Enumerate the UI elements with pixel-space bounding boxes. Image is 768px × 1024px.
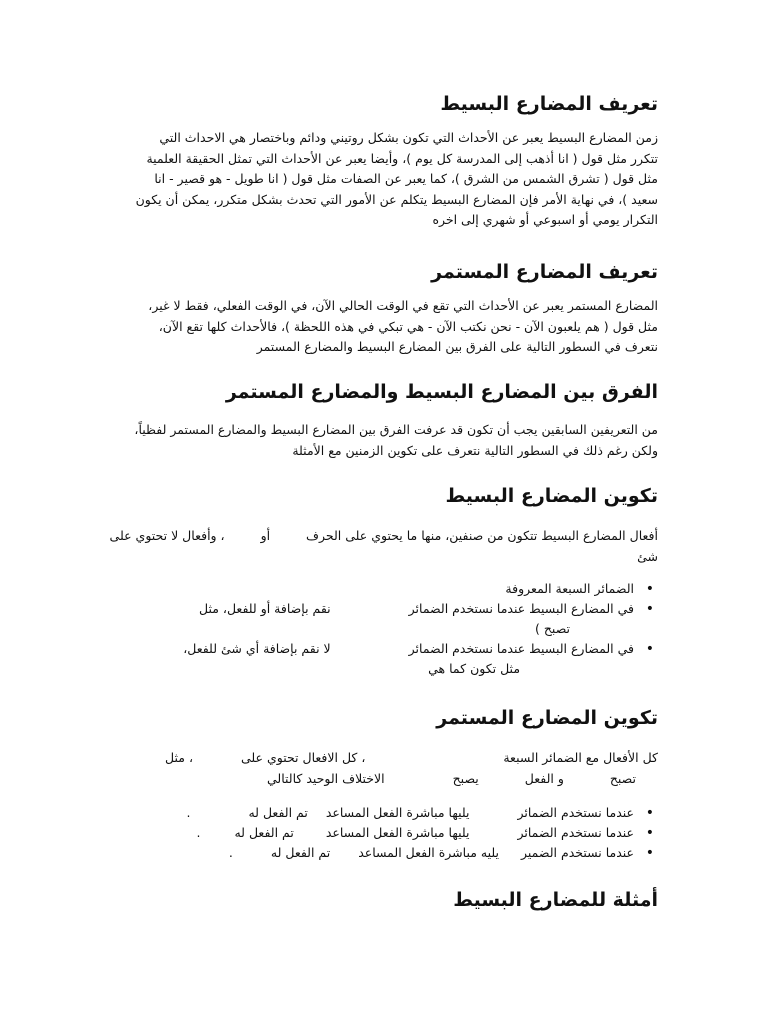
formation-line-1	[105, 748, 658, 769]
section-difference	[105, 378, 658, 461]
formation-text: يصبح	[452, 770, 479, 786]
bullet-list	[105, 579, 658, 679]
intro-text-2: ، وأفعال لا تحتوي على	[109, 528, 225, 543]
formation-text: ، كل الافعال تحتوي على	[240, 750, 366, 765]
bullet-list	[105, 803, 658, 863]
paragraph-line: من التعريفين السابقين يجب أن تكون قد عرفت الفرق بين المضارع البسيط والمضارع المستمر لفظياً،	[134, 422, 658, 437]
formation-text: الاختلاف الوحيد كالتالي	[267, 770, 385, 786]
list-item	[105, 823, 634, 843]
list-item-text: يليه مباشرة الفعل المساعد	[358, 845, 499, 860]
paragraph-line: تتكرر مثل قول ( انا أذهب إلى المدرسة كل يوم )، وأيضا يعبر عن الأحداث التي تمثل الحقيقة العلمية	[146, 150, 658, 166]
paragraph-line: ولكن رغم ذلك في السطور التالية نتعرف على تكوين الزمنين مع الأمثلة	[292, 442, 658, 458]
list-item	[105, 803, 634, 823]
formation-text: و الفعل	[524, 770, 564, 786]
paragraph-line: سعيد )، في نهاية الأمر فإن المضارع البسيط يتكلم عن الأمور التي تحدث بشكل متكرر، يمكن أن يكون	[135, 191, 658, 207]
list-item-text: .	[186, 805, 191, 820]
list-item-text: مثل تكون كما هي	[428, 661, 521, 676]
intro-text: أفعال المضارع البسيط تتكون من صنفين، منها ما يحتوي على الحرف	[306, 528, 658, 543]
list-item-text: تم الفعل له	[234, 825, 294, 840]
section-heading: أمثلة للمضارع البسيط	[453, 889, 658, 911]
list-item-text: نقم بإضافة أو للفعل، مثل	[199, 601, 331, 616]
list-item-text: تم الفعل له	[270, 845, 331, 860]
section-simple-present-formation	[105, 482, 658, 679]
list-item-text: لا نقم بإضافة أي شئ للفعل،	[183, 641, 331, 656]
section-heading: تعريف المضارع البسيط	[440, 93, 658, 115]
section-present-continuous-definition	[105, 258, 658, 358]
intro-line-2: شئ	[637, 548, 658, 564]
list-item-text: الضمائر السبعة المعروفة	[505, 581, 634, 596]
list-item	[105, 599, 634, 639]
formation-line-2	[105, 769, 658, 790]
section-simple-present-definition	[105, 90, 658, 231]
list-item-text: .	[196, 825, 201, 840]
list-item	[105, 579, 634, 599]
list-item-text: في المضارع البسيط عندما نستخدم الضمائر	[408, 641, 634, 656]
list-item-text: .	[228, 845, 233, 860]
section-heading: تكوين المضارع البسيط	[445, 485, 658, 507]
list-item-text: يليها مباشرة الفعل المساعد	[325, 805, 470, 820]
list-item	[105, 843, 634, 863]
paragraph-line: المضارع المستمر يعبر عن الأحداث التي تقع في الوقت الحالي الآن، في الوقت الفعلي، فقط لا غير،	[148, 298, 658, 313]
list-item-text: تصبح )	[535, 621, 571, 636]
section-present-continuous-formation	[105, 704, 658, 863]
formation-text: تصبح	[609, 770, 637, 786]
formation-text: ، مثل	[165, 750, 193, 765]
list-item-text: عندما نستخدم الضمائر	[517, 825, 634, 840]
list-item-text: في المضارع البسيط عندما نستخدم الضمائر	[408, 601, 634, 616]
paragraph-line: نتعرف في السطور التالية على الفرق بين المضارع البسيط والمضارع المستمر	[256, 339, 658, 354]
paragraph-line: زمن المضارع البسيط يعبر عن الأحداث التي تكون بشكل روتيني ودائم وباختصار هي الاحداث التي	[159, 130, 658, 145]
section-heading: تعريف المضارع المستمر	[431, 261, 658, 283]
intro-line	[105, 526, 658, 547]
section-simple-present-examples	[105, 886, 658, 914]
paragraph-line: مثل قول ( هم يلعبون الآن - نحن نكتب الآن - هي تبكي في هذه اللحظة )، فالأحداث كلها تقع الآن،	[158, 318, 658, 334]
paragraph-line: مثل قول ( تشرق الشمس من الشرق )، كما يعبر عن الصفات مثل قول ( انا طويل - هو قصير - انا	[154, 171, 658, 186]
list-item-text: يليها مباشرة الفعل المساعد	[325, 825, 470, 840]
paragraph-line: التكرار يومي أو اسبوعي أو شهري إلى اخره	[432, 212, 658, 227]
section-heading: تكوين المضارع المستمر	[436, 707, 658, 729]
formation-text: كل الأفعال مع الضمائر السبعة	[503, 750, 658, 765]
section-heading: الفرق بين المضارع البسيط والمضارع المستمر	[225, 381, 658, 403]
list-item-text: عندما نستخدم الضمائر	[517, 805, 634, 820]
list-item-text: تم الفعل له	[248, 805, 308, 820]
list-item	[105, 639, 634, 679]
list-item-text: عندما نستخدم الضمير	[520, 845, 634, 860]
intro-or: أو	[260, 528, 271, 543]
